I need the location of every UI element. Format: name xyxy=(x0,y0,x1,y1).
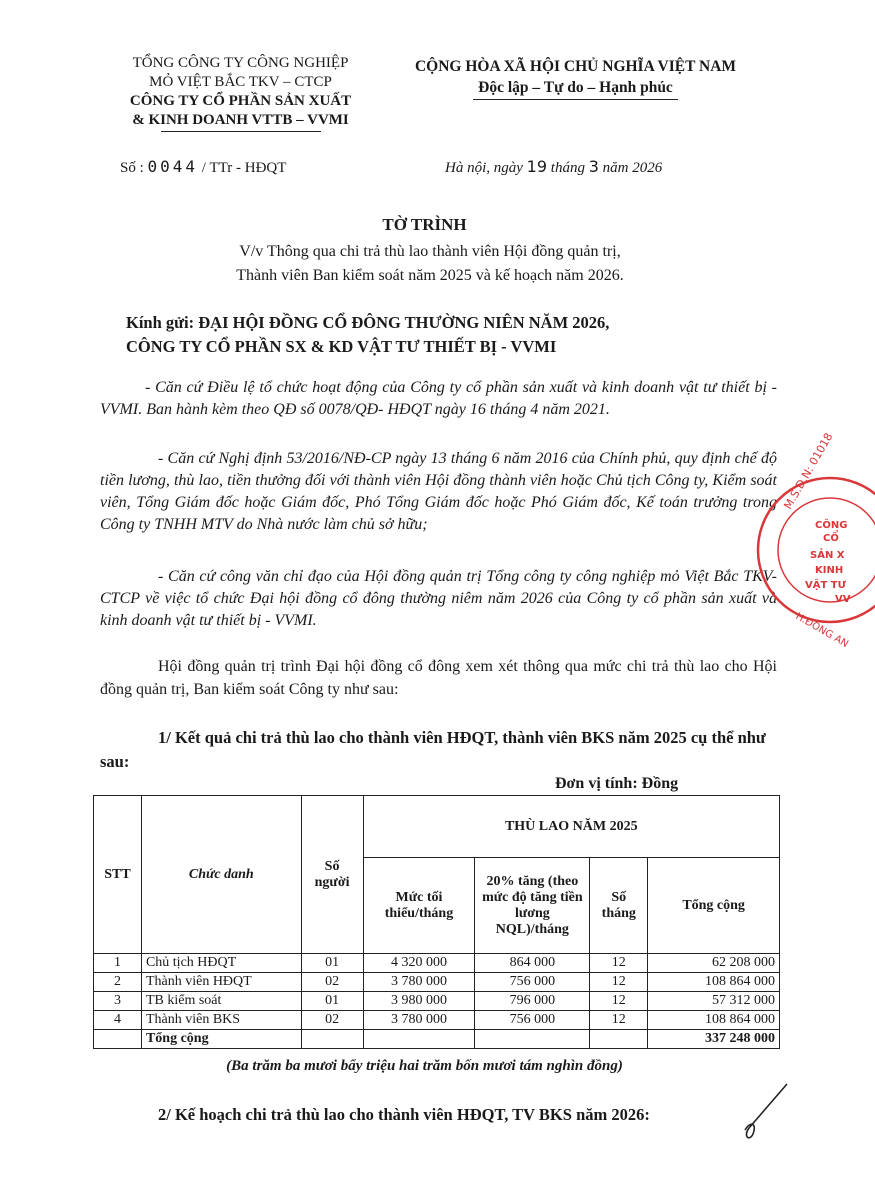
cell-months: 12 xyxy=(590,1011,648,1030)
cell-min: 3 980 000 xyxy=(363,992,475,1011)
cell-increase: 756 000 xyxy=(475,1011,590,1030)
cell-months: 12 xyxy=(590,992,648,1011)
issuer-block xyxy=(98,54,383,132)
total-empty-cell xyxy=(363,1030,475,1049)
document-date xyxy=(445,157,662,177)
date-year: năm 2026 xyxy=(602,160,663,176)
cell-increase: 756 000 xyxy=(475,973,590,992)
total-empty-cell xyxy=(590,1030,648,1049)
motto-underline xyxy=(473,99,678,100)
cell-months: 12 xyxy=(590,954,648,973)
doc-number-suffix: / TTr - HĐQT xyxy=(201,160,287,176)
cell-min: 4 320 000 xyxy=(363,954,475,973)
recipient-line-1: Kính gửi: ĐẠI HỘI ĐỒNG CỔ ĐÔNG THƯỜNG NIÊN NĂM 2026, xyxy=(126,313,610,332)
cell-stt: 4 xyxy=(94,1011,142,1030)
cell-total: 57 312 000 xyxy=(648,992,780,1011)
cell-title: Thành viên BKS xyxy=(141,1011,301,1030)
national-title: CỘNG HÒA XÃ HỘI CHỦ NGHĨA VIỆT NAM xyxy=(414,58,737,75)
total-label: Tổng cộng xyxy=(141,1030,301,1049)
cell-stt: 3 xyxy=(94,992,142,1011)
cell-total: 62 208 000 xyxy=(648,954,780,973)
cell-increase: 796 000 xyxy=(475,992,590,1011)
cell-people: 02 xyxy=(301,973,363,992)
document-number xyxy=(120,157,286,177)
table-row xyxy=(94,973,780,992)
signature-stroke xyxy=(745,1084,787,1138)
header-group: THÙ LAO NĂM 2025 xyxy=(363,796,779,858)
svg-text:KINH: KINH xyxy=(815,565,844,576)
subject-line-2: Thành viên Ban kiểm soát năm 2025 và kế hoạch năm 2026. xyxy=(236,267,624,284)
svg-text:SẢN X: SẢN X xyxy=(810,550,845,561)
document-subject xyxy=(150,240,710,288)
recipient xyxy=(126,311,786,359)
issuer-company-line-2: & KINH DOANH VTTB – VVMI xyxy=(132,112,349,128)
header-increase: 20% tăng (theo mức độ tăng tiền lương NQL)/tháng xyxy=(475,858,590,954)
table-total-row xyxy=(94,1030,780,1049)
total-empty-cell xyxy=(94,1030,142,1049)
table-row xyxy=(94,954,780,973)
remuneration-table xyxy=(93,795,780,1049)
date-month-label: tháng xyxy=(550,160,585,176)
total-empty-cell xyxy=(301,1030,363,1049)
legal-basis-3: - Căn cứ công văn chỉ đạo của Hội đồng quản trị Tổng công ty công nghiệp mỏ Việt Bắc TKV-CTCP về việc tổ chức Đại hội đồng cổ đông thường niêm năm 2026 của Công ty cổ phần sản xuất và kinh doanh vật tư thiết bị - VVMI. xyxy=(100,568,777,629)
subject-line-1: V/v Thông qua chi trả thù lao thành viên Hội đồng quản trị, xyxy=(239,243,621,260)
section-1-heading: 1/ Kết quả chi trả thù lao cho thành viên HĐQT, thành viên BKS năm 2025 cụ thể như sau: xyxy=(100,728,766,771)
header-people: Số người xyxy=(301,796,363,954)
svg-text:CÔNG: CÔNG xyxy=(815,520,848,531)
svg-text:H.ĐỒNG AN: H.ĐỒNG AN xyxy=(793,611,850,651)
cell-min: 3 780 000 xyxy=(363,1011,475,1030)
issuer-parent-line-1: TỔNG CÔNG TY CÔNG NGHIỆP xyxy=(132,55,349,71)
signature-mark xyxy=(737,1080,797,1150)
cell-increase: 864 000 xyxy=(475,954,590,973)
doc-number-prefix: Số : xyxy=(120,160,144,176)
date-prefix: Hà nội, ngày xyxy=(445,160,523,176)
cell-total: 108 864 000 xyxy=(648,1011,780,1030)
cell-stt: 1 xyxy=(94,954,142,973)
date-day: 19 xyxy=(526,157,548,176)
table-row xyxy=(94,992,780,1011)
svg-text:M.S.D.N: 01018: M.S.D.N: 01018 xyxy=(781,430,836,512)
legal-basis-2: - Căn cứ Nghị định 53/2016/NĐ-CP ngày 13 tháng 6 năm 2016 của Chính phủ, quy định chế độ tiền lương, thù lao, tiền thưởng đối với thành viên Hội đồng thành viên hoặc Chủ tịch Công ty, Kiểm soát viên, Tổng Giám đốc hoặc Giám đốc, Phó Tổng Giám đốc hoặc Phó Giám đốc, Kế toán trưởng trong Công ty TNHH MTV do Nhà nước làm chủ sở hữu; xyxy=(100,450,777,533)
intro-paragraph: Hội đồng quản trị trình Đại hội đồng cổ đông xem xét thông qua mức chi trả thù lao cho Hội đồng quản trị, Ban kiểm soát Công ty như sau: xyxy=(100,658,777,698)
recipient-line-2: CÔNG TY CỔ PHẦN SX & KD VẬT TƯ THIẾT BỊ - VVMI xyxy=(126,337,557,356)
header-months: Số tháng xyxy=(590,858,648,954)
header-title: Chức danh xyxy=(141,796,301,954)
table-row xyxy=(94,1011,780,1030)
svg-text:CỔ: CỔ xyxy=(823,533,839,544)
cell-total: 108 864 000 xyxy=(648,973,780,992)
date-month: 3 xyxy=(588,157,599,176)
national-motto: Độc lập – Tự do – Hạnh phúc xyxy=(478,79,673,96)
issuer-parent-line-2: MỎ VIỆT BẮC TKV – CTCP xyxy=(149,74,332,90)
issuer-company-line-1: CÔNG TY CỔ PHẦN SẢN XUẤT xyxy=(129,93,352,109)
cell-people: 02 xyxy=(301,1011,363,1030)
cell-title: Chủ tịch HĐQT xyxy=(141,954,301,973)
total-value: 337 248 000 xyxy=(648,1030,780,1049)
header-min: Mức tối thiểu/tháng xyxy=(363,858,475,954)
cell-min: 3 780 000 xyxy=(363,973,475,992)
company-seal xyxy=(735,430,875,651)
cell-stt: 2 xyxy=(94,973,142,992)
section-2-heading: 2/ Kế hoạch chi trả thù lao cho thành viên HĐQT, TV BKS năm 2026: xyxy=(158,1105,650,1124)
amount-in-words: (Ba trăm ba mươi bẩy triệu hai trăm bốn mươi tám nghìn đồng) xyxy=(226,1058,623,1074)
unit-label: Đơn vị tính: Đồng xyxy=(555,775,679,792)
cell-people: 01 xyxy=(301,954,363,973)
cell-months: 12 xyxy=(590,973,648,992)
doc-number-handwritten: 0044 xyxy=(147,157,199,176)
issuer-underline xyxy=(161,131,321,132)
document-title: TỜ TRÌNH xyxy=(382,215,467,234)
header-stt: STT xyxy=(94,796,142,954)
header-total: Tổng cộng xyxy=(648,858,780,954)
svg-text:VV: VV xyxy=(835,594,851,605)
cell-title: Thành viên HĐQT xyxy=(141,973,301,992)
cell-people: 01 xyxy=(301,992,363,1011)
legal-basis-1: - Căn cứ Điều lệ tổ chức hoạt động của Công ty cổ phần sản xuất và kinh doanh vật tư thiết bị - VVMI. Ban hành kèm theo QĐ số 0078/QĐ- HĐQT ngày 16 tháng 4 năm 2021. xyxy=(100,379,777,418)
total-empty-cell xyxy=(475,1030,590,1049)
cell-title: TB kiểm soát xyxy=(141,992,301,1011)
national-header xyxy=(393,56,758,100)
svg-text:VẬT TƯ: VẬT TƯ xyxy=(805,580,846,591)
